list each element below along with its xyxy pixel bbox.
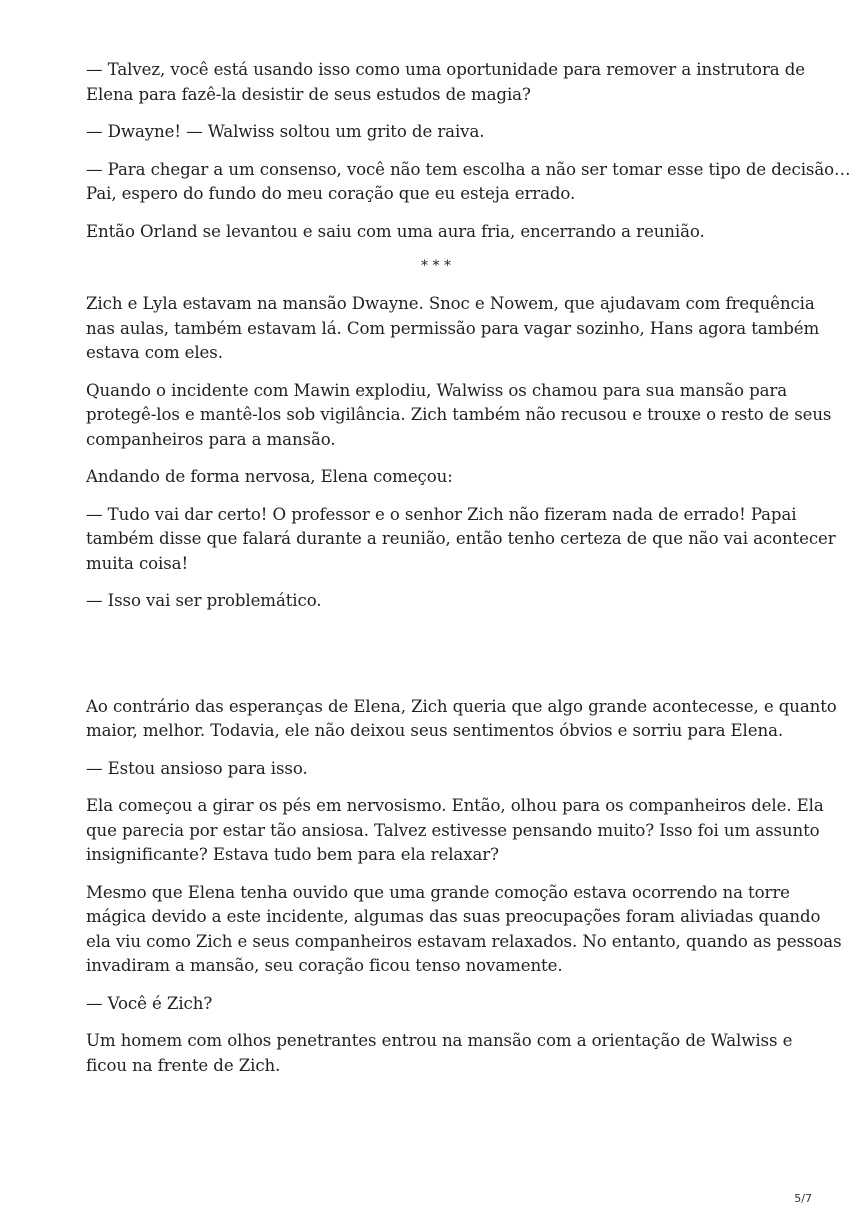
paragraph: [86, 757, 786, 782]
paragraph: [86, 589, 786, 614]
paragraph: [86, 1029, 793, 1078]
text-line: Andando de forma nervosa, Elena começou:: [86, 467, 453, 486]
text-line: insignificante? Estava tudo bem para ela relaxar?: [86, 845, 499, 864]
text-line: Ela começou a girar os pés em nervosismo. Então, olhou para os companheiros dele. Ela: [86, 796, 824, 815]
scene-separator: * * *: [421, 258, 451, 274]
text-line: ela viu como Zich e seus companheiros estavam relaxados. No entanto, quando as pessoas: [86, 931, 842, 951]
blank-spacer: [86, 627, 786, 695]
text-line: — Dwayne! — Walwiss soltou um grito de raiva.: [86, 122, 485, 141]
paragraph: [86, 794, 824, 868]
text-line: — Você é Zich?: [86, 993, 213, 1013]
text-line: Então Orland se levantou e saiu com uma aura fria, encerrando a reunião.: [86, 221, 705, 241]
paragraph: [86, 158, 851, 207]
text-line: — Tudo vai dar certo! O professor e o senhor Zich não fizeram nada de errado! Papai: [86, 504, 797, 524]
text-line: Ao contrário das esperanças de Elena, Zich queria que algo grande acontecesse, e quanto: [86, 696, 837, 716]
text-line: mágica devido a este incidente, algumas das suas preocupações foram aliviadas quando: [86, 907, 821, 926]
text-line: Quando o incidente com Mawin explodiu, Walwiss os chamou para sua mansão para: [86, 380, 788, 400]
text-line: estava com eles.: [86, 343, 223, 362]
text-line: invadiram a mansão, seu coração ficou tenso novamente.: [86, 956, 563, 975]
document-page: [86, 58, 851, 1091]
text-line: nas aulas, também estavam lá. Com permissão para vagar sozinho, Hans agora também: [86, 318, 820, 338]
text-line: Mesmo que Elena tenha ouvido que uma grande comoção estava ocorrendo na torre: [86, 882, 790, 902]
paragraph: [86, 292, 820, 366]
text-line: — Talvez, você está usando isso como uma oportunidade para remover a instrutora de: [86, 60, 805, 79]
paragraph: [86, 881, 842, 979]
text-line: — Estou ansioso para isso.: [86, 758, 308, 778]
text-line: companheiros para a mansão.: [86, 429, 336, 449]
text-line: que parecia por estar tão ansiosa. Talvez estivesse pensando muito? Isso foi um assunto: [86, 820, 820, 840]
paragraph: [86, 379, 832, 453]
text-line: Zich e Lyla estavam na mansão Dwayne. Snoc e Nowem, que ajudavam com frequência: [86, 294, 815, 313]
text-line: Elena para fazê-la desistir de seus estudos de magia?: [86, 84, 531, 104]
text-line: maior, melhor. Todavia, ele não deixou seus sentimentos óbvios e sorriu para Elena.: [86, 721, 784, 740]
text-line: Pai, espero do fundo do meu coração que eu esteja errado.: [86, 184, 576, 203]
text-block-mansion-scene: [86, 292, 836, 614]
text-line: muita coisa!: [86, 553, 189, 573]
text-block-arrival: [86, 695, 842, 1079]
paragraph: [86, 220, 786, 245]
paragraph: [86, 992, 786, 1017]
text-line: ficou na frente de Zich.: [86, 1055, 281, 1075]
paragraph: [86, 695, 837, 744]
paragraph: [86, 58, 805, 107]
text-line: Um homem com olhos penetrantes entrou na mansão com a orientação de Walwiss e: [86, 1031, 793, 1050]
paragraph: [86, 503, 836, 577]
paragraph: [86, 120, 786, 145]
text-line: — Isso vai ser problemático.: [86, 591, 322, 610]
text-block-dialogue: [86, 58, 851, 244]
text-line: também disse que falará durante a reunião, então tenho certeza de que não vai acontecer: [86, 529, 836, 548]
text-line: protegê-los e mantê-los sob vigilância. Zich também não recusou e trouxe o resto de seus: [86, 405, 832, 424]
paragraph: [86, 465, 786, 490]
text-line: — Para chegar a um consenso, você não tem escolha a não ser tomar esse tipo de decisão…: [86, 159, 851, 179]
page-number: 5/7: [794, 1192, 812, 1205]
